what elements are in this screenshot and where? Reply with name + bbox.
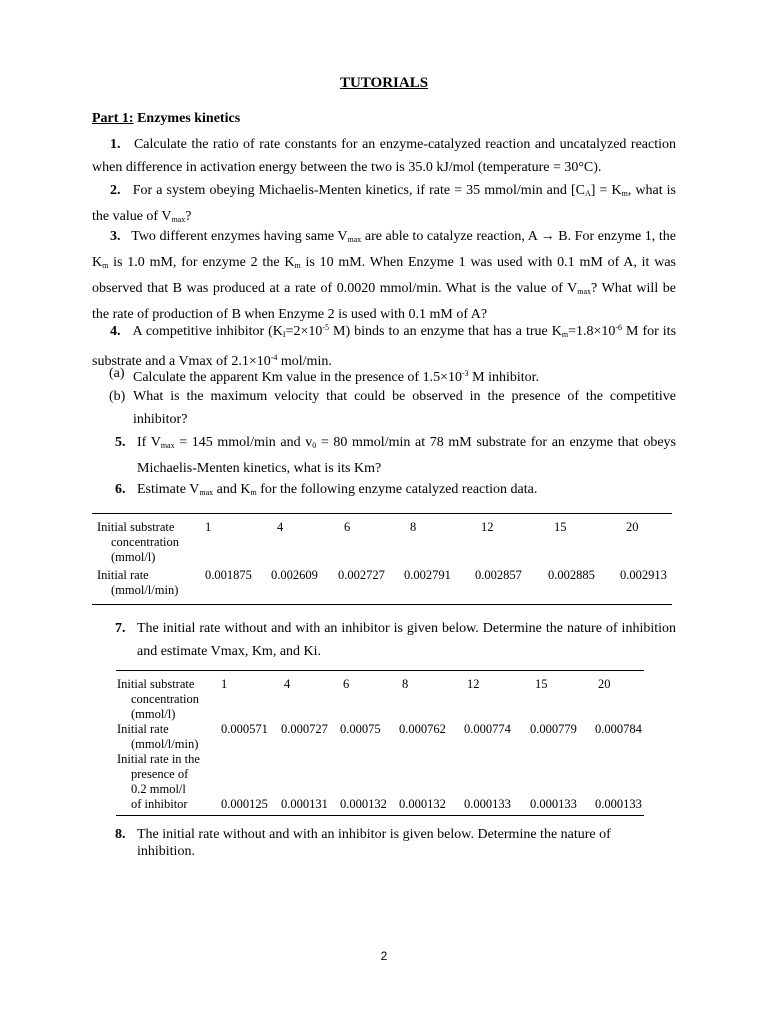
question-text: = 80 mmol/min at 78 mM substrate for an enzyme that obeys Michaelis-Menten kinetics, what is its Km?	[137, 435, 677, 476]
table-cell: 8	[402, 677, 409, 691]
question-number: 2.	[110, 183, 121, 198]
question-6-number: 6.	[115, 482, 126, 497]
part-title: Enzymes kinetics	[137, 111, 241, 126]
header-line: (mmol/l/min)	[111, 583, 179, 597]
question-text: A competitive inhibitor (K	[132, 324, 283, 339]
question-text: =2×10	[285, 324, 323, 339]
subscript: 0	[312, 441, 317, 450]
table-cell: 0.000571	[221, 722, 268, 736]
table-row	[117, 752, 645, 812]
question-text: M for its substrate and a Vmax of 2.1×10	[92, 324, 677, 369]
question-text: is 10 mM. When Enzyme 1 was used with 0.1 mM of A, it was observed that B was produced at a rate of 0.0020 mmol/min. What is the value of V	[92, 255, 677, 296]
table-cell: 0.001875	[205, 568, 252, 582]
question-text: ? What will be the rate of production of B when Enzyme 2 is used with 0.1 mM of A?	[92, 281, 676, 322]
table-1-top-rule	[92, 513, 672, 514]
table-cell: 0.002885	[548, 568, 595, 582]
superscript: -3	[462, 369, 469, 378]
page-number: 2	[380, 949, 388, 963]
table-cell: 0.002913	[620, 568, 667, 582]
question-text: M) binds to an enzyme that has a true K	[329, 324, 562, 339]
table-2-bottom-rule	[116, 815, 644, 816]
question-text: mol/min.	[277, 354, 332, 369]
table-cell: 0.000779	[530, 722, 577, 736]
question-text: Two different enzymes having same V	[131, 229, 348, 244]
superscript: -6	[615, 323, 623, 332]
question-number: 4.	[110, 324, 121, 339]
table-cell: 0.002609	[271, 568, 318, 582]
table-cell: 1	[221, 677, 228, 691]
table-header-cell	[117, 677, 221, 722]
question-5-number: 5.	[115, 435, 126, 450]
table-header-cell	[97, 568, 205, 598]
header-line: (mmol/l/min)	[131, 737, 199, 751]
question-text: =1.8×10	[568, 324, 616, 339]
table-cell: 15	[535, 677, 548, 691]
table-header-cell	[97, 520, 205, 568]
table-header-cell	[117, 722, 221, 752]
table-cell: 0.002727	[338, 568, 385, 582]
table-cell: 4	[284, 677, 291, 691]
table-cell: 0.000132	[399, 797, 446, 811]
table-cell: 0.000125	[221, 797, 268, 811]
question-text: and K	[213, 482, 251, 497]
table-cell: 12	[481, 520, 494, 534]
question-4a-label: (a)	[109, 366, 125, 381]
table-cell: 6	[344, 520, 351, 534]
superscript: -4	[270, 353, 278, 362]
subscript: I	[282, 330, 286, 339]
question-text: Estimate V	[137, 482, 200, 497]
table-cell: 0.000774	[464, 722, 511, 736]
table-row	[117, 677, 645, 722]
table-cell: 0.000131	[281, 797, 328, 811]
table-1	[97, 520, 680, 598]
table-2	[117, 677, 645, 812]
question-text: = 145 mmol/min and v	[174, 435, 313, 450]
part-label: Part 1:	[92, 111, 134, 126]
question-4b-label: (b)	[109, 389, 126, 404]
table-cell: 1	[205, 520, 212, 534]
table-cell: 20	[598, 677, 611, 691]
header-line: (mmol/l)	[131, 707, 176, 721]
header-line: presence of	[131, 767, 189, 781]
question-3	[92, 225, 676, 326]
table-cell: 0.000133	[530, 797, 577, 811]
subscript: m	[621, 189, 628, 198]
superscript: -5	[322, 323, 330, 332]
header-line: Initial rate	[97, 568, 149, 582]
page-title: TUTORIALS	[339, 75, 429, 91]
question-8-number: 8.	[115, 827, 126, 842]
question-text: , what is the value of V	[92, 183, 676, 224]
part-heading	[92, 111, 240, 127]
question-text: Calculate the apparent Km value in the presence of 1.5×10	[133, 370, 462, 385]
table-cell: 0.002791	[404, 568, 451, 582]
question-text: Calculate the ratio of rate constants for an enzyme-catalyzed reaction and uncatalyzed reaction when difference in activation energy between the two is 35.0 kJ/mol (temperature = 30°C).	[92, 137, 676, 175]
header-line: concentration	[111, 535, 180, 549]
table-cell: 6	[343, 677, 350, 691]
header-line: of inhibitor	[131, 797, 188, 811]
question-2	[92, 179, 676, 231]
table-cell: 12	[467, 677, 480, 691]
table-cell: 8	[410, 520, 417, 534]
question-7: The initial rate without and with an inhibitor is given below. Determine the nature of inhibition and estimate Vmax, Km, and Ki.	[137, 621, 676, 659]
question-text: M inhibitor.	[468, 370, 540, 385]
table-header-cell	[117, 752, 221, 812]
question-6	[137, 478, 676, 504]
subscript: max	[171, 215, 186, 224]
subscript: max	[577, 287, 592, 296]
table-cell: 0.000762	[399, 722, 446, 736]
table-row	[97, 568, 680, 598]
table-2-top-rule	[116, 670, 644, 671]
subscript: A	[584, 189, 591, 198]
question-text: ?	[185, 209, 192, 224]
table-cell: 20	[626, 520, 639, 534]
table-row	[117, 722, 645, 752]
table-cell: 0.000727	[281, 722, 328, 736]
subscript: max	[199, 488, 214, 497]
table-cell: 15	[554, 520, 567, 534]
question-5	[137, 431, 676, 480]
subscript: m	[250, 488, 257, 497]
subscript: m	[561, 330, 569, 339]
table-cell: 0.000784	[595, 722, 642, 736]
question-4b-text: What is the maximum velocity that could be observed in the presence of the competitive inhibitor?	[133, 389, 676, 427]
question-text: are able to catalyze reaction, A → B. For enzyme 1, the K	[92, 229, 676, 270]
question-text: is 1.0 mM, for enzyme 2 the K	[108, 255, 295, 270]
table-cell: 0.000133	[595, 797, 642, 811]
table-cell: 4	[277, 520, 284, 534]
header-line: Initial substrate	[97, 520, 175, 534]
question-8: The initial rate without and with an inhibitor is given below. Determine the nature of inhibition.	[137, 827, 611, 859]
table-cell: 0.000132	[340, 797, 387, 811]
question-text: ] = K	[590, 183, 622, 198]
header-line: Initial substrate	[117, 677, 195, 691]
subscript: m	[102, 261, 109, 270]
question-text: for the following enzyme catalyzed reaction data.	[256, 482, 538, 497]
header-line: (mmol/l)	[111, 550, 156, 564]
header-line: Initial rate in the	[117, 752, 200, 766]
header-line: Initial rate	[117, 722, 169, 736]
table-row	[97, 520, 680, 568]
table-cell: 0.00075	[340, 722, 381, 736]
subscript: max	[347, 235, 362, 244]
subscript: max	[160, 441, 175, 450]
question-text: If V	[137, 435, 161, 450]
table-cell: 0.002857	[475, 568, 522, 582]
table-cell: 0.000133	[464, 797, 511, 811]
question-text: For a system obeying Michaelis-Menten kinetics, if rate = 35 mmol/min and [C	[132, 183, 585, 198]
question-number: 3.	[110, 229, 121, 244]
question-1	[92, 133, 676, 179]
header-line: concentration	[131, 692, 200, 706]
question-7-number: 7.	[115, 621, 126, 636]
table-1-bottom-rule	[92, 604, 672, 605]
subscript: m	[294, 261, 301, 270]
question-number: 1.	[110, 137, 121, 152]
header-line: 0.2 mmol/l	[131, 782, 186, 796]
